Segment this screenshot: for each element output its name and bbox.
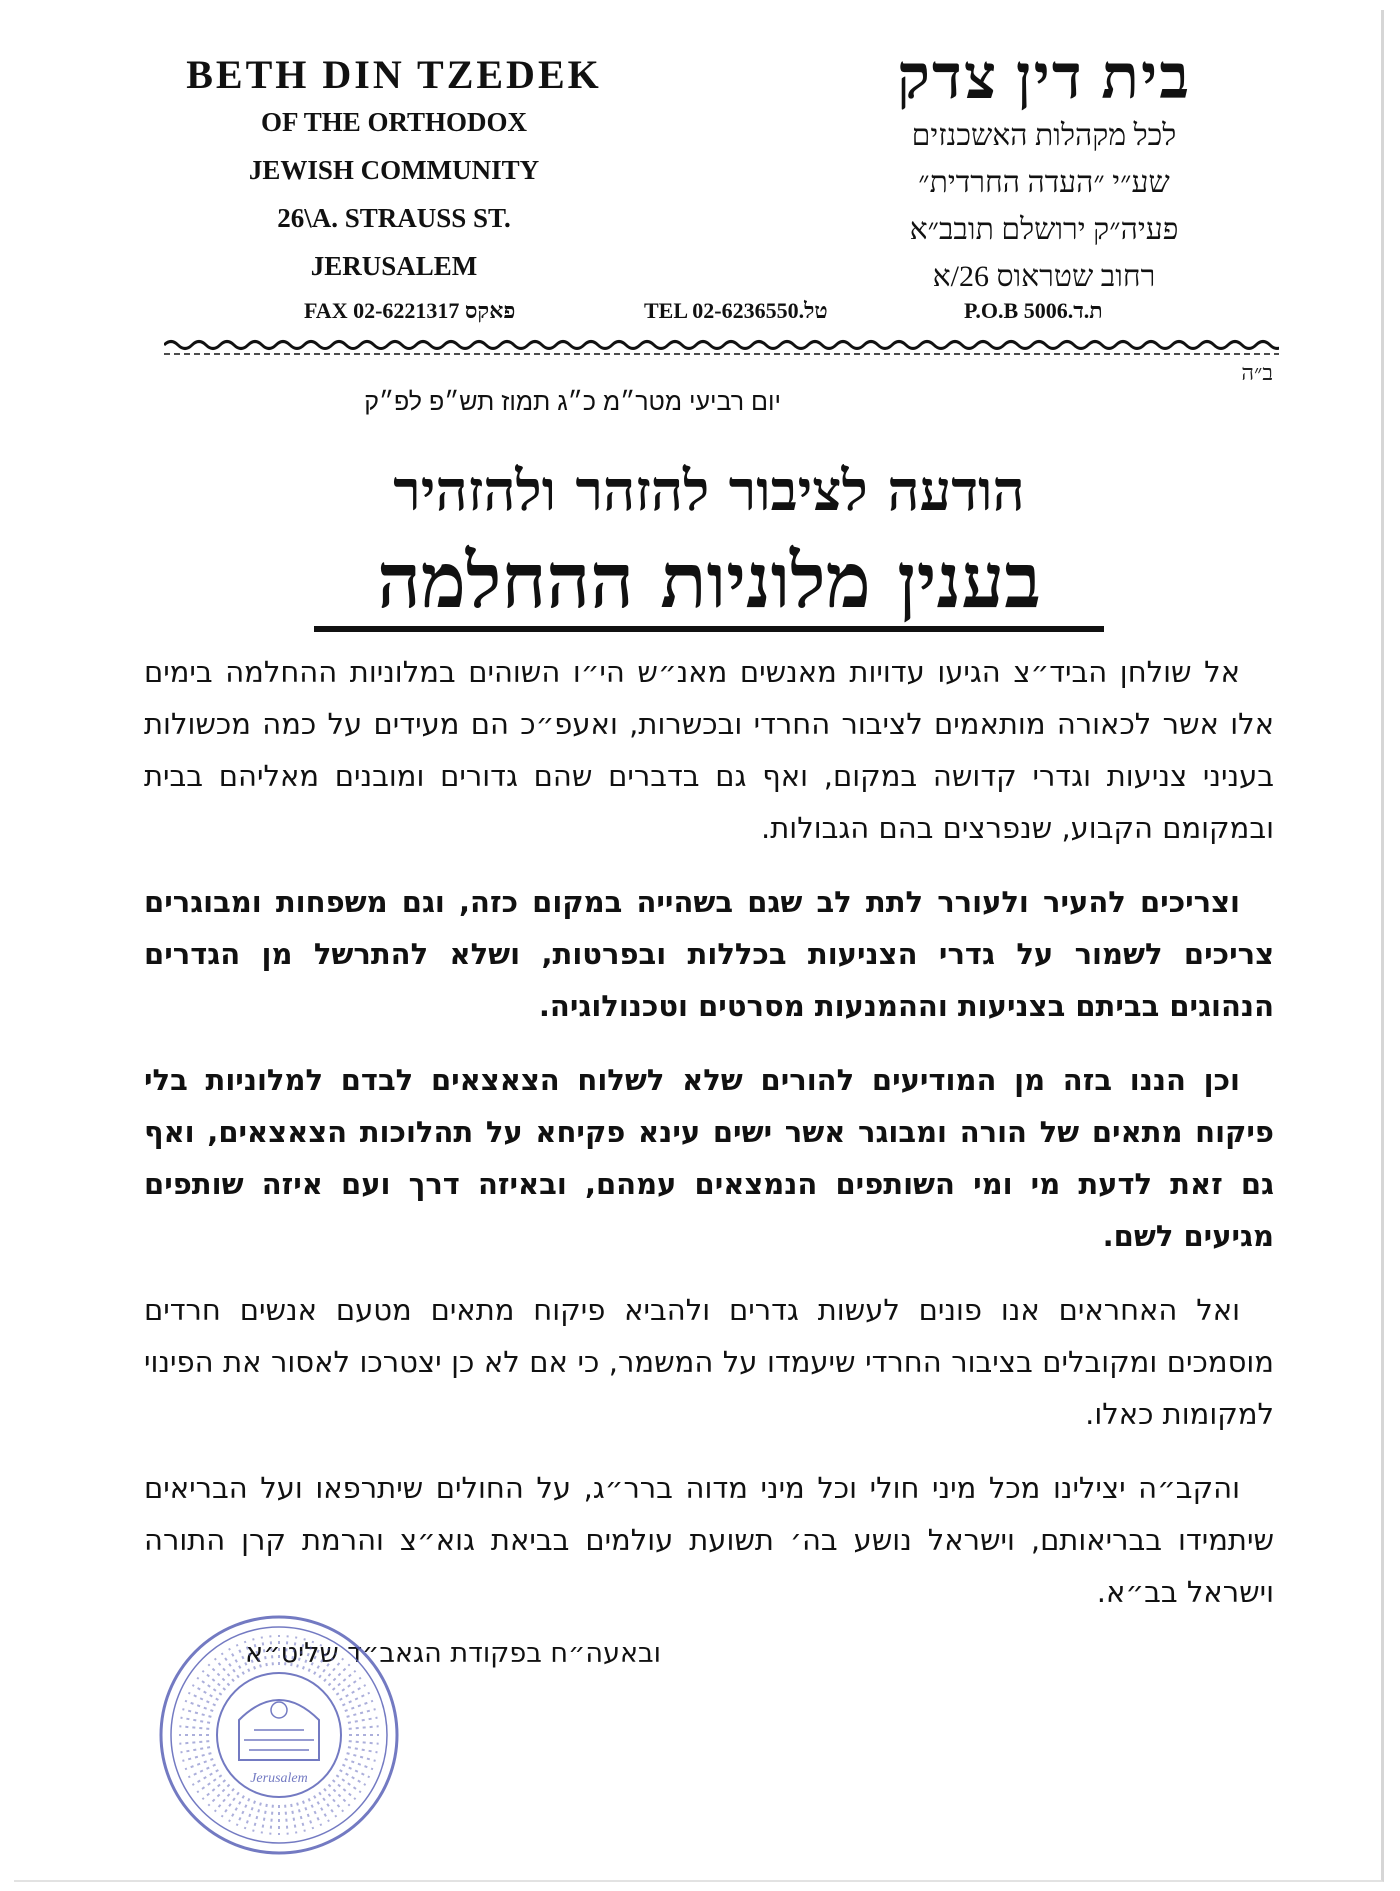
signature-line: ובאעה״ח בפקודת הגאב״ד שליט״א [245, 1638, 661, 1669]
paragraph: וכן הננו בזה מן המודיעים להורים שלא לשלוח הצאצאים לבדם למלוניות בלי פיקוח מתאים של הורה ומבוגר אשר ישים עינא פקיחא על תהלוכות הצאצאים, ואף גם זאת לדעת מי ומי השותפים הנמצאים עמהם, ובאיזה דרך ועם איזה שותפים מגיעים לשם. [144, 1063, 1274, 1253]
letterhead-en-line: OF THE ORTHODOX [260, 107, 528, 137]
notice-title-line2: בענין מלוניות ההחלמה [377, 536, 1041, 625]
letterhead-he-title: בית דין צדק [896, 44, 1192, 112]
letterhead-en-address: 26\A. STRAUSS ST. [277, 203, 511, 233]
decorative-wavy-divider [164, 336, 1279, 358]
letterhead-en-line: JEWISH COMMUNITY [248, 155, 540, 185]
hebrew-date: יום רביעי מטר״מ כ״ג תמוז תש״פ לפ״ק [364, 388, 781, 416]
stamp-inner-text: Jerusalem [250, 1771, 308, 1786]
document-page [14, 10, 1384, 1882]
po-box: P.O.B 5006.ת.ד [964, 298, 1103, 323]
letterhead-he-line: לכל מקהלות האשכנזים [911, 119, 1177, 152]
paragraph: ואל האחראים אנו פונים לעשות גדרים ולהביא פיקוח מתאים מטעם אנשים חרדים מוסמכים ומקובלים בציבור החרדי שיעמדו על המשמר, כי אם לא כן יצטרכו לאסור את הפינוי למקומות כאלו. [144, 1293, 1274, 1431]
bh-mark: ב״ה [1241, 360, 1273, 385]
paragraph: אל שולחן הביד״צ הגיעו עדויות מאנשים מאנ״ש הי״ו השוהים במלוניות ההחלמה בימים אלו אשר לכאורה מותאמים לציבור החרדי ובכשרות, ואעפ״כ הם מעידים על כמה מכשולות בעניני צניעות וגדרי קדושה במקום, ואף גם בדברים שהם גדורים ומובנים מאליהם בבית ובמקומם הקבוע, שנפרצים בהם הגבולות. [144, 655, 1274, 845]
fax-number: FAX 02-6221317 פאקס [304, 298, 516, 323]
notice-body [144, 646, 1274, 1640]
notice-title-line1: הודעה לציבור להזהר ולהזהיר [393, 458, 1025, 524]
paragraph: וצריכים להעיר ולעורר לתת לב שגם בשהייה במקום כזה, וגם משפחות ומבוגרים צריכים לשמור על גדרי הצניעות בכללות ובפרטות, ושלא להתרשל מן הגדרים הנהוגים בביתם בצניעות וההמנעות מסרטים וטכנולוגיה. [144, 885, 1274, 1023]
letterhead-en-city: JERUSALEM [310, 251, 478, 281]
letterhead-he-line: שע״י ״העדה החרדית״ [918, 166, 1170, 199]
letterhead-hebrew [824, 44, 1264, 300]
letterhead-he-address: רחוב שטראוס 26/א [932, 260, 1156, 293]
letterhead-en-title: BETH DIN TZEDEK [186, 52, 602, 97]
letterhead-he-city: פעיה״ק ירושלם תובב״א [909, 213, 1179, 246]
letterhead-english [154, 52, 634, 290]
title-underline [314, 626, 1104, 632]
tel-number: TEL 02-6236550.טל [644, 298, 828, 323]
court-seal-stamp-icon [154, 1610, 404, 1860]
paragraph: והקב״ה יצילינו מכל מיני חולי וכל מיני מדוה ברר״ג, על החולים שיתרפאו ועל הבריאים שיתמידו בבריאותם, וישראל נושע בה׳ תשועת עולמים בביאת גוא״צ והרמת קרן התורה וישראל בב״א. [144, 1471, 1274, 1609]
